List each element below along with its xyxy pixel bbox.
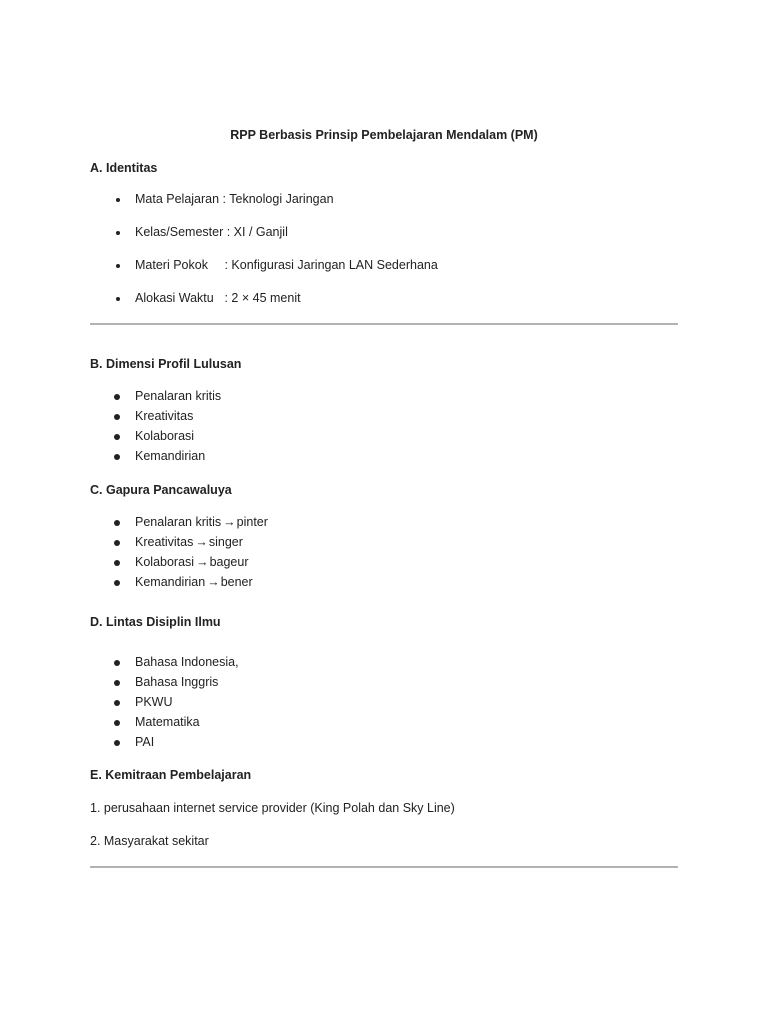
bullet-icon bbox=[116, 231, 120, 235]
identitas-item-kelas-semester bbox=[135, 225, 288, 239]
identitas-separator: : bbox=[223, 225, 234, 239]
identitas-separator: : bbox=[221, 291, 232, 305]
bullet-icon bbox=[114, 660, 120, 666]
arrow-right-icon: → bbox=[207, 575, 220, 589]
horizontal-rule bbox=[90, 323, 678, 325]
identitas-item-materi-pokok bbox=[135, 258, 438, 272]
bullet-icon bbox=[116, 297, 120, 301]
arrow-right-icon: → bbox=[223, 515, 236, 529]
gapura-to: bageur bbox=[209, 555, 249, 569]
identitas-separator: : bbox=[221, 258, 232, 272]
bullet-icon bbox=[114, 560, 120, 566]
bullet-icon bbox=[116, 198, 120, 202]
bullet-icon bbox=[114, 680, 120, 686]
bullet-icon bbox=[114, 540, 120, 546]
gapura-from: Kemandirian bbox=[135, 575, 206, 589]
arrow-right-icon: → bbox=[195, 535, 208, 549]
identitas-value: Konfigurasi Jaringan LAN Sederhana bbox=[231, 258, 438, 272]
section-heading-lintas: D. Lintas Disiplin Ilmu bbox=[90, 615, 221, 629]
bullet-icon bbox=[114, 454, 120, 460]
identitas-value: Teknologi Jaringan bbox=[229, 192, 334, 206]
lintas-item: Bahasa Indonesia, bbox=[135, 655, 239, 669]
identitas-label: Kelas/Semester bbox=[135, 225, 224, 239]
section-heading-gapura: C. Gapura Pancawaluya bbox=[90, 483, 232, 497]
bullet-icon bbox=[114, 740, 120, 746]
identitas-value: 2 × 45 menit bbox=[231, 291, 301, 305]
section-heading-kemitraan: E. Kemitraan Pembelajaran bbox=[90, 768, 252, 782]
identitas-separator: : bbox=[219, 192, 230, 206]
dimensi-item: Kemandirian bbox=[135, 449, 206, 463]
gapura-item bbox=[135, 535, 243, 549]
bullet-icon bbox=[114, 520, 120, 526]
lintas-item: PAI bbox=[135, 735, 155, 749]
bullet-icon bbox=[114, 580, 120, 586]
gapura-to: bener bbox=[220, 575, 253, 589]
identitas-item-mata-pelajaran bbox=[135, 192, 334, 206]
identitas-value: XI / Ganjil bbox=[233, 225, 288, 239]
identitas-label: Alokasi Waktu bbox=[135, 291, 214, 305]
identitas-label: Materi Pokok bbox=[135, 258, 208, 272]
dimensi-item: Kreativitas bbox=[135, 409, 194, 423]
section-heading-dimensi: B. Dimensi Profil Lulusan bbox=[90, 357, 242, 371]
bullet-icon bbox=[116, 264, 120, 268]
bullet-icon bbox=[114, 700, 120, 706]
bullet-icon bbox=[114, 720, 120, 726]
kemitraan-item: 2. Masyarakat sekitar bbox=[90, 834, 209, 848]
bullet-icon bbox=[114, 414, 120, 420]
gapura-to: pinter bbox=[236, 515, 268, 529]
gapura-from: Kreativitas bbox=[135, 535, 194, 549]
gapura-from: Kolaborasi bbox=[135, 555, 195, 569]
identitas-item-alokasi-waktu bbox=[135, 291, 301, 305]
identitas-label: Mata Pelajaran bbox=[135, 192, 220, 206]
lintas-item: Bahasa Inggris bbox=[135, 675, 219, 689]
horizontal-rule bbox=[90, 866, 678, 868]
dimensi-item: Kolaborasi bbox=[135, 429, 195, 443]
dimensi-item: Penalaran kritis bbox=[135, 389, 222, 403]
section-heading-identitas: A. Identitas bbox=[90, 161, 158, 175]
arrow-right-icon: → bbox=[196, 555, 209, 569]
gapura-to: singer bbox=[208, 535, 243, 549]
lintas-item: PKWU bbox=[135, 695, 173, 709]
lintas-item: Matematika bbox=[135, 715, 200, 729]
gapura-from: Penalaran kritis bbox=[135, 515, 222, 529]
kemitraan-item: 1. perusahaan internet service provider (King Polah dan Sky Line) bbox=[90, 801, 455, 815]
bullet-icon bbox=[114, 434, 120, 440]
bullet-icon bbox=[114, 394, 120, 400]
gapura-item bbox=[135, 575, 253, 589]
gapura-item bbox=[135, 515, 268, 529]
document-title: RPP Berbasis Prinsip Pembelajaran Mendalam (PM) bbox=[230, 128, 538, 142]
gapura-item bbox=[135, 555, 249, 569]
